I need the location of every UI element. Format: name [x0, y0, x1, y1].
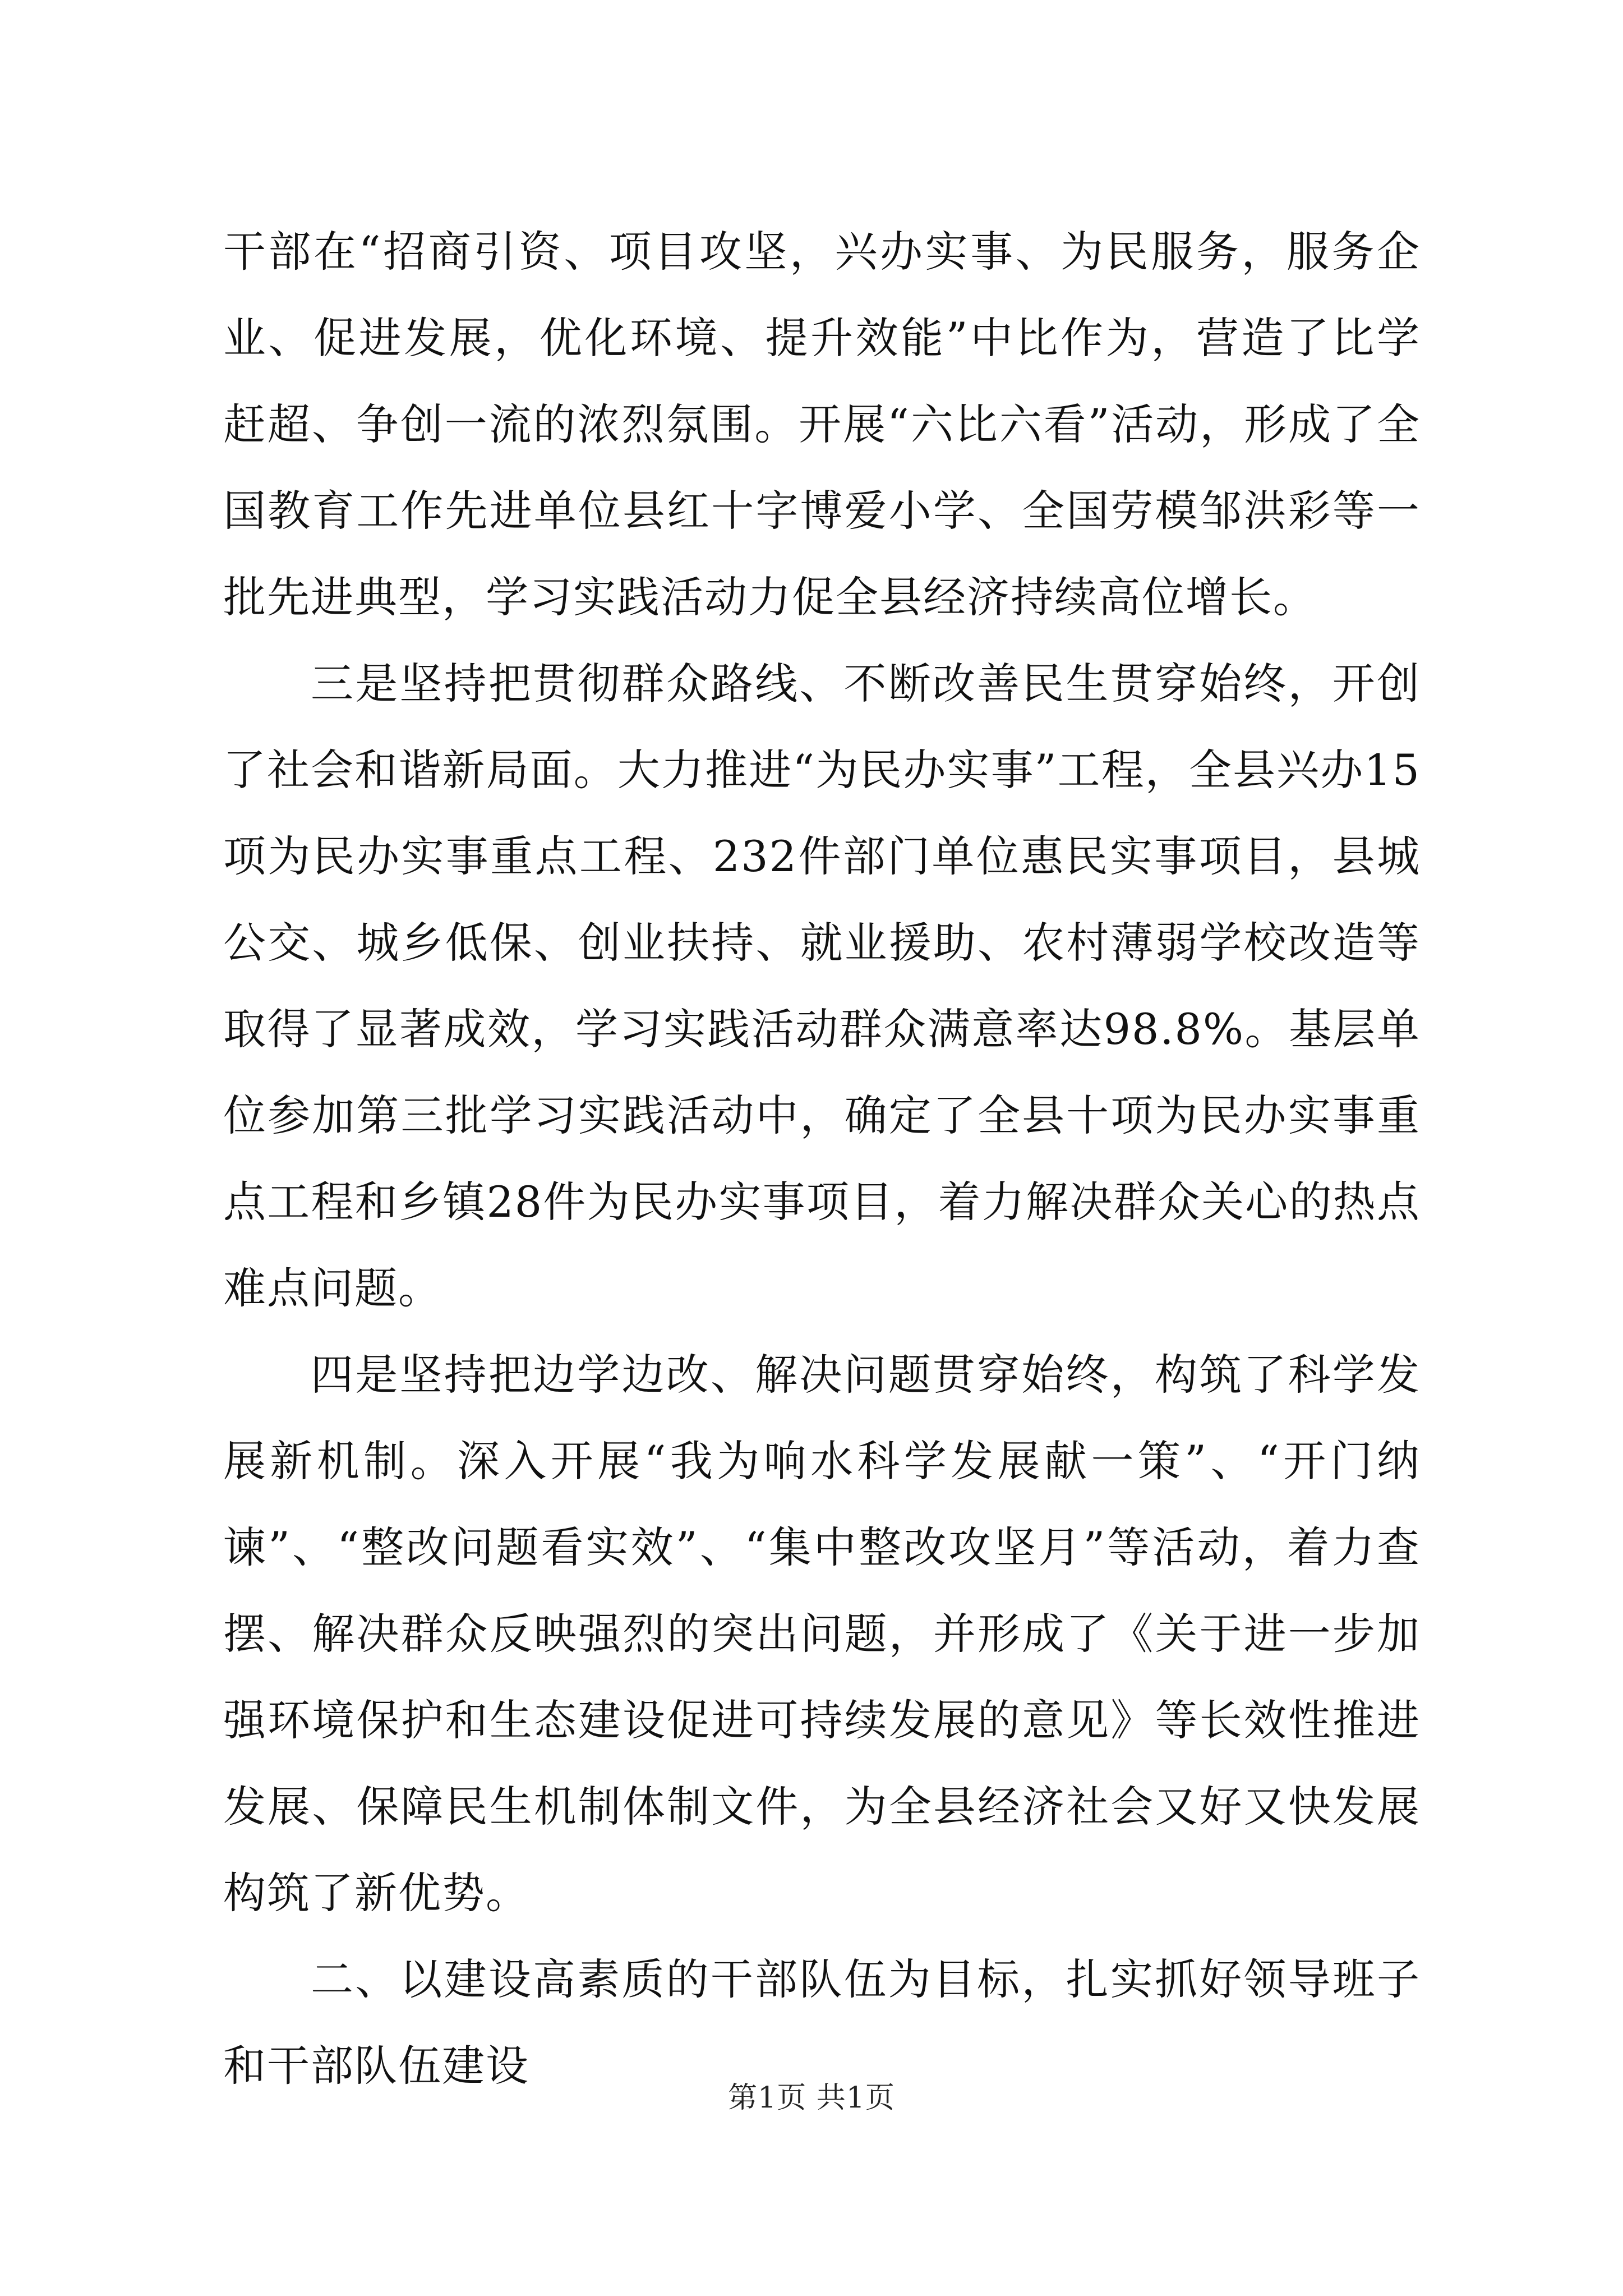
- page-footer: 第1页 共1页: [728, 2081, 895, 2115]
- paragraph-point-three: 三是坚持把贯彻群众路线、不断改善民生贯穿始终，开创了社会和谐新局面。大力推进“为民办实事”工程，全县兴办15项为民办实事重点工程、232件部门单位惠民实事项目，县城公交、城乡低保、创业扶持、就业援助、农村薄弱学校改造等取得了显著成效，学习实践活动群众满意率达98.8%。基层单位参加第三批学习实践活动中，确定了全县十项为民办实事重点工程和乡镇28件为民办实事项目，着力解决群众关心的热点难点问题。: [223, 659, 1421, 1313]
- section-heading-two: 二、以建设高素质的干部队伍为目标，扎实抓好领导班子和干部队伍建设: [223, 1954, 1421, 2091]
- paragraph-continuation: 干部在“招商引资、项目攻坚，兴办实事、为民服务，服务企业、促进发展，优化环境、提升效能”中比作为，营造了比学赶超、争创一流的浓烈氛围。开展“六比六看”活动，形成了全国教育工作先进单位县红十字博爱小学、全国劳模邹洪彩等一批先进典型，学习实践活动力促全县经济持续高位增长。: [223, 227, 1421, 622]
- paragraph-point-four: 四是坚持把边学边改、解决问题贯穿始终，构筑了科学发展新机制。深入开展“我为响水科学发展献一策”、“开门纳谏”、“整改问题看实效”、“集中整改攻坚月”等活动，着力查摆、解决群众反映强烈的突出问题，并形成了《关于进一步加强环境保护和生态建设促进可持续发展的意见》等长效性推进发展、保障民生机制体制文件，为全县经济社会又好又快发展构筑了新优势。: [223, 1350, 1421, 1918]
- document-body: [223, 209, 1421, 2109]
